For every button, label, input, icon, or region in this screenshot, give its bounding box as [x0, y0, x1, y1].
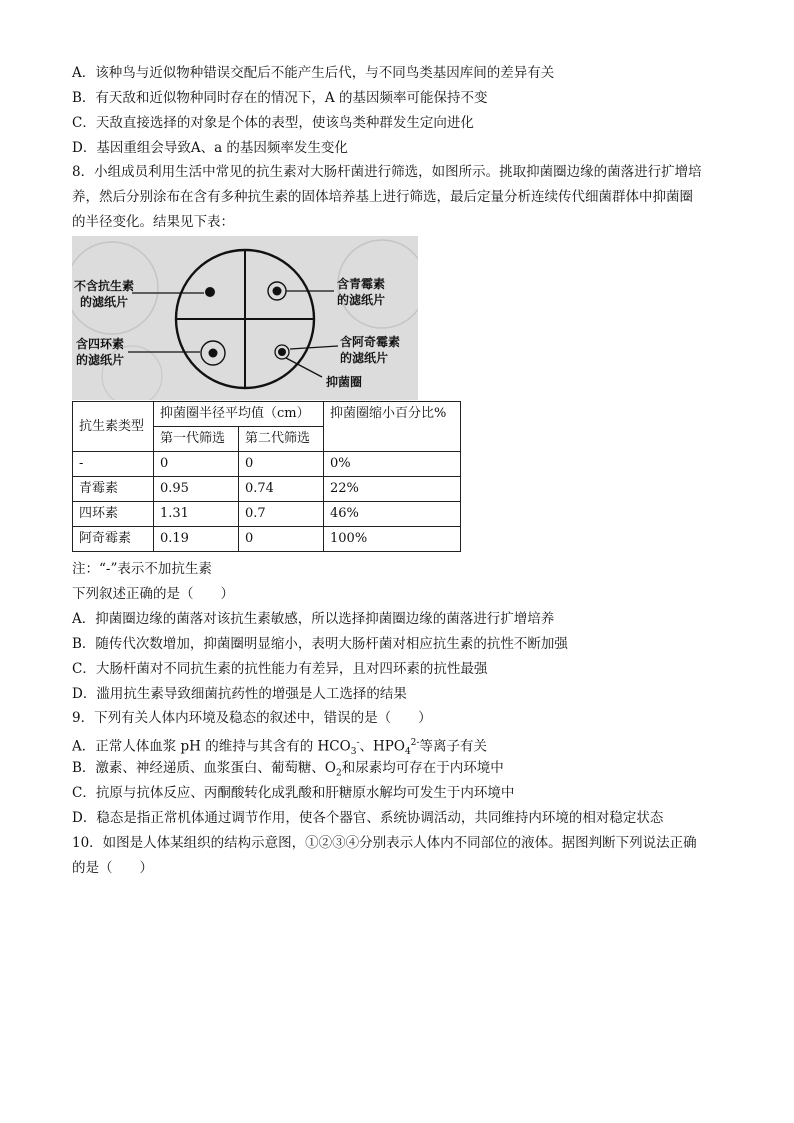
cell-shrink: 46%: [324, 502, 461, 527]
q8-option-d: D．滥用抗生素导致细菌抗药性的增强是人工选择的结果: [72, 686, 407, 702]
q8-option-b: B．随传代次数增加，抑菌圈明显缩小，表明大肠杆菌对相应抗生素的抗性不断加强: [72, 636, 568, 652]
q9-a-prefix: A．正常人体血浆 pH 的维持与其含有的 HCO: [72, 738, 351, 755]
q7-option-d: D．基因重组会导致A、a 的基因频率发生变化: [72, 140, 348, 156]
filter-disk-no-antibiotic: [205, 287, 215, 297]
q8-option-c: C．大肠杆菌对不同抗生素的抗性能力有差异，且对四环素的抗性最强: [72, 661, 488, 677]
q9-a-sup2: 2-: [410, 738, 420, 748]
label-tetracycline-2: 的滤纸片: [76, 353, 125, 367]
q8-note: 注：“-”表示不加抗生素: [72, 561, 212, 577]
q9-a-suffix: 等离子有关: [419, 738, 487, 755]
q8-stem-line-1: 8．小组成员利用生活中常见的抗生素对大肠杆菌进行筛选，如图所示。挑取抑菌圈边缘的菌落进行扩增培: [72, 164, 702, 180]
q9-a-sup1: -: [356, 738, 360, 748]
label-azithromycin-1: 含阿奇霉素: [340, 335, 401, 349]
q9-b-prefix: B．激素、神经递质、血浆蛋白、葡萄糖、O: [72, 760, 336, 776]
filter-disk-penicillin: [273, 287, 282, 296]
label-inhibition-zone: 抑菌圈: [326, 375, 363, 389]
q8-question: 下列叙述正确的是（ ）: [72, 586, 234, 602]
header-gen2: 第二代筛选: [239, 427, 324, 452]
table-row: [73, 502, 461, 527]
label-no-antibiotic-2: 的滤纸片: [80, 295, 129, 309]
cell-type: 四环素: [73, 502, 154, 527]
cell-shrink: 100%: [324, 527, 461, 552]
q9-option-b: [72, 758, 732, 784]
table-header-row: [73, 402, 461, 427]
table-row: [73, 452, 461, 477]
cell-shrink: 22%: [324, 477, 461, 502]
q9-option-c: C．抗原与抗体反应、丙酮酸转化成乳酸和肝糖原水解均可发生于内环境中: [72, 785, 515, 801]
q9-stem: 9．下列有关人体内环境及稳态的叙述中，错误的是（ ）: [72, 710, 432, 726]
q8-option-a: A．抑菌圈边缘的菌落对该抗生素敏感，所以选择抑菌圈边缘的菌落进行扩增培养: [72, 611, 555, 627]
cell-gen2: 0: [239, 452, 324, 477]
cell-type: -: [73, 452, 154, 477]
cell-gen2: 0: [239, 527, 324, 552]
filter-disk-azithromycin: [278, 348, 286, 356]
q7-option-a: A．该种鸟与近似物种错误交配后不能产生后代，与不同鸟类基因库间的差异有关: [72, 65, 555, 81]
header-antibiotic-type: 抗生素类型: [73, 402, 154, 452]
q9-b-suffix: 和尿素均可存在于内环境中: [341, 760, 504, 776]
cell-type: 阿奇霉素: [73, 527, 154, 552]
pointer-azithromycin: [290, 346, 338, 349]
cell-type: 青霉素: [73, 477, 154, 502]
q9-a-sub1: 3: [350, 747, 357, 758]
petri-dish-figure: [72, 236, 418, 400]
cell-gen1: 0.19: [154, 527, 239, 552]
q8-stem-line-3: 的半径变化。结果见下表：: [72, 214, 234, 230]
header-radius: 抑菌圈半径平均值（cm）: [154, 402, 324, 427]
inhibition-zone-table: [72, 401, 461, 552]
label-azithromycin-2: 的滤纸片: [340, 351, 389, 365]
label-tetracycline-1: 含四环素: [76, 337, 125, 351]
q10-stem-line-2: 的是（ ）: [72, 860, 153, 876]
filter-disk-tetracycline: [209, 349, 218, 358]
label-penicillin-2: 的滤纸片: [337, 293, 386, 307]
cell-gen1: 0.95: [154, 477, 239, 502]
label-no-antibiotic-1: 不含抗生素: [74, 279, 135, 293]
q7-option-b: B．有天敌和近似物种同时存在的情况下，A 的基因频率可能保持不变: [72, 90, 488, 106]
cell-gen1: 1.31: [154, 502, 239, 527]
cell-gen2: 0.74: [239, 477, 324, 502]
petri-dish-diagram: [72, 236, 418, 400]
q10-stem-line-1: 10．如图是人体某组织的结构示意图，①②③④分别表示人体内不同部位的液体。据图判断下列说法正确: [72, 835, 697, 851]
header-shrink-percent: 抑菌圈缩小百分比%: [324, 402, 461, 452]
cell-shrink: 0%: [324, 452, 461, 477]
header-gen1: 第一代筛选: [154, 427, 239, 452]
q8-stem-line-2: 养，然后分别涂布在含有多种抗生素的固体培养基上进行筛选，最后定量分析连续传代细菌群体中抑菌圈: [72, 189, 693, 205]
table-row: [73, 477, 461, 502]
table-row: [73, 527, 461, 552]
pointer-inhibition-zone: [286, 358, 322, 377]
label-penicillin-1: 含青霉素: [337, 277, 386, 291]
cell-gen1: 0: [154, 452, 239, 477]
cell-gen2: 0.7: [239, 502, 324, 527]
q9-a-mid: 、HPO: [359, 738, 405, 755]
q9-b-sub: 2: [336, 768, 342, 779]
q9-a-sub2: 4: [404, 747, 411, 758]
q7-option-c: C．天敌直接选择的对象是个体的表型，使该鸟类种群发生定向进化: [72, 115, 474, 131]
q9-option-d: D．稳态是指正常机体通过调节作用，使各个器官、系统协调活动，共同维持内环境的相对稳定状态: [72, 810, 664, 826]
